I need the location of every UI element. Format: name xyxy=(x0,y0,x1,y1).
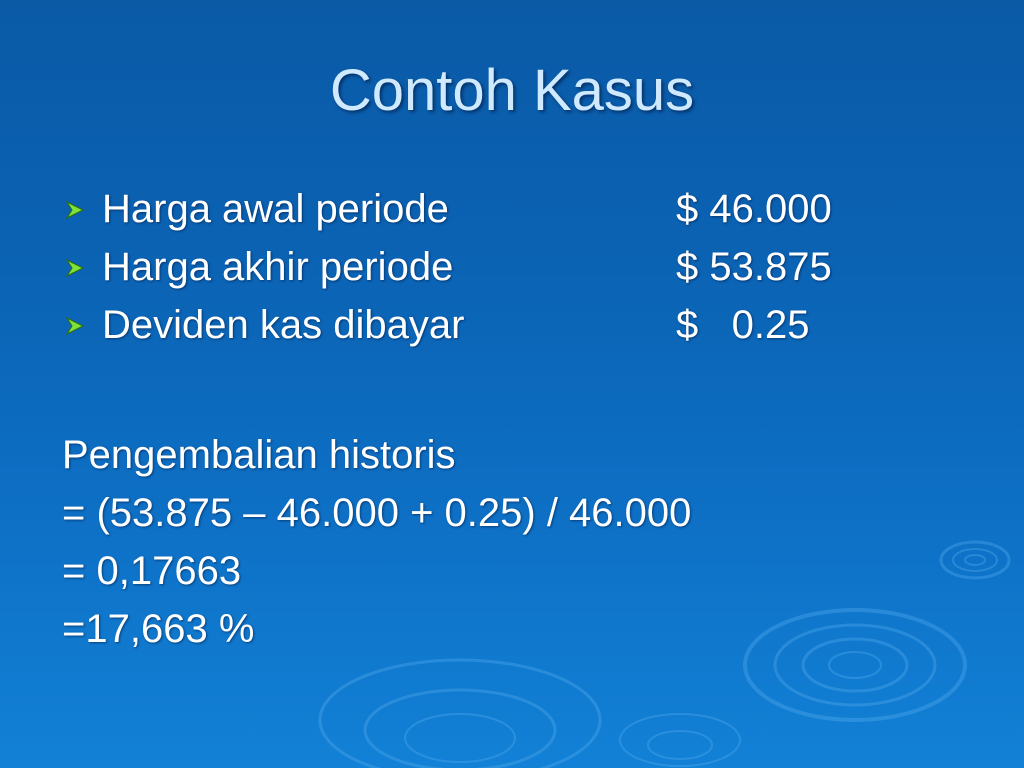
bullet-value: $ 46.000 xyxy=(676,187,832,231)
calculation-heading: Pengembalian historis xyxy=(62,433,456,477)
bullet-list xyxy=(62,186,882,360)
bullet-item-harga-akhir xyxy=(62,244,882,302)
calculation-percent: =17,663 % xyxy=(62,607,255,651)
bullet-label: Deviden kas dibayar xyxy=(102,303,465,347)
bullet-value: $ 0.25 xyxy=(676,303,810,347)
calculation-block xyxy=(62,426,691,658)
arrow-bullet-icon xyxy=(64,200,86,220)
bullet-label: Harga akhir periode xyxy=(102,245,454,289)
bullet-item-deviden xyxy=(62,302,882,360)
arrow-bullet-icon xyxy=(64,316,86,336)
arrow-bullet-icon xyxy=(64,258,86,278)
bullet-label: Harga awal periode xyxy=(102,187,449,231)
bullet-value: $ 53.875 xyxy=(676,245,832,289)
calculation-formula: = (53.875 – 46.000 + 0.25) / 46.000 xyxy=(62,491,692,535)
slide-title: Contoh Kasus xyxy=(329,58,695,123)
bullet-item-harga-awal xyxy=(62,186,882,244)
calculation-result: = 0,17663 xyxy=(62,549,242,593)
